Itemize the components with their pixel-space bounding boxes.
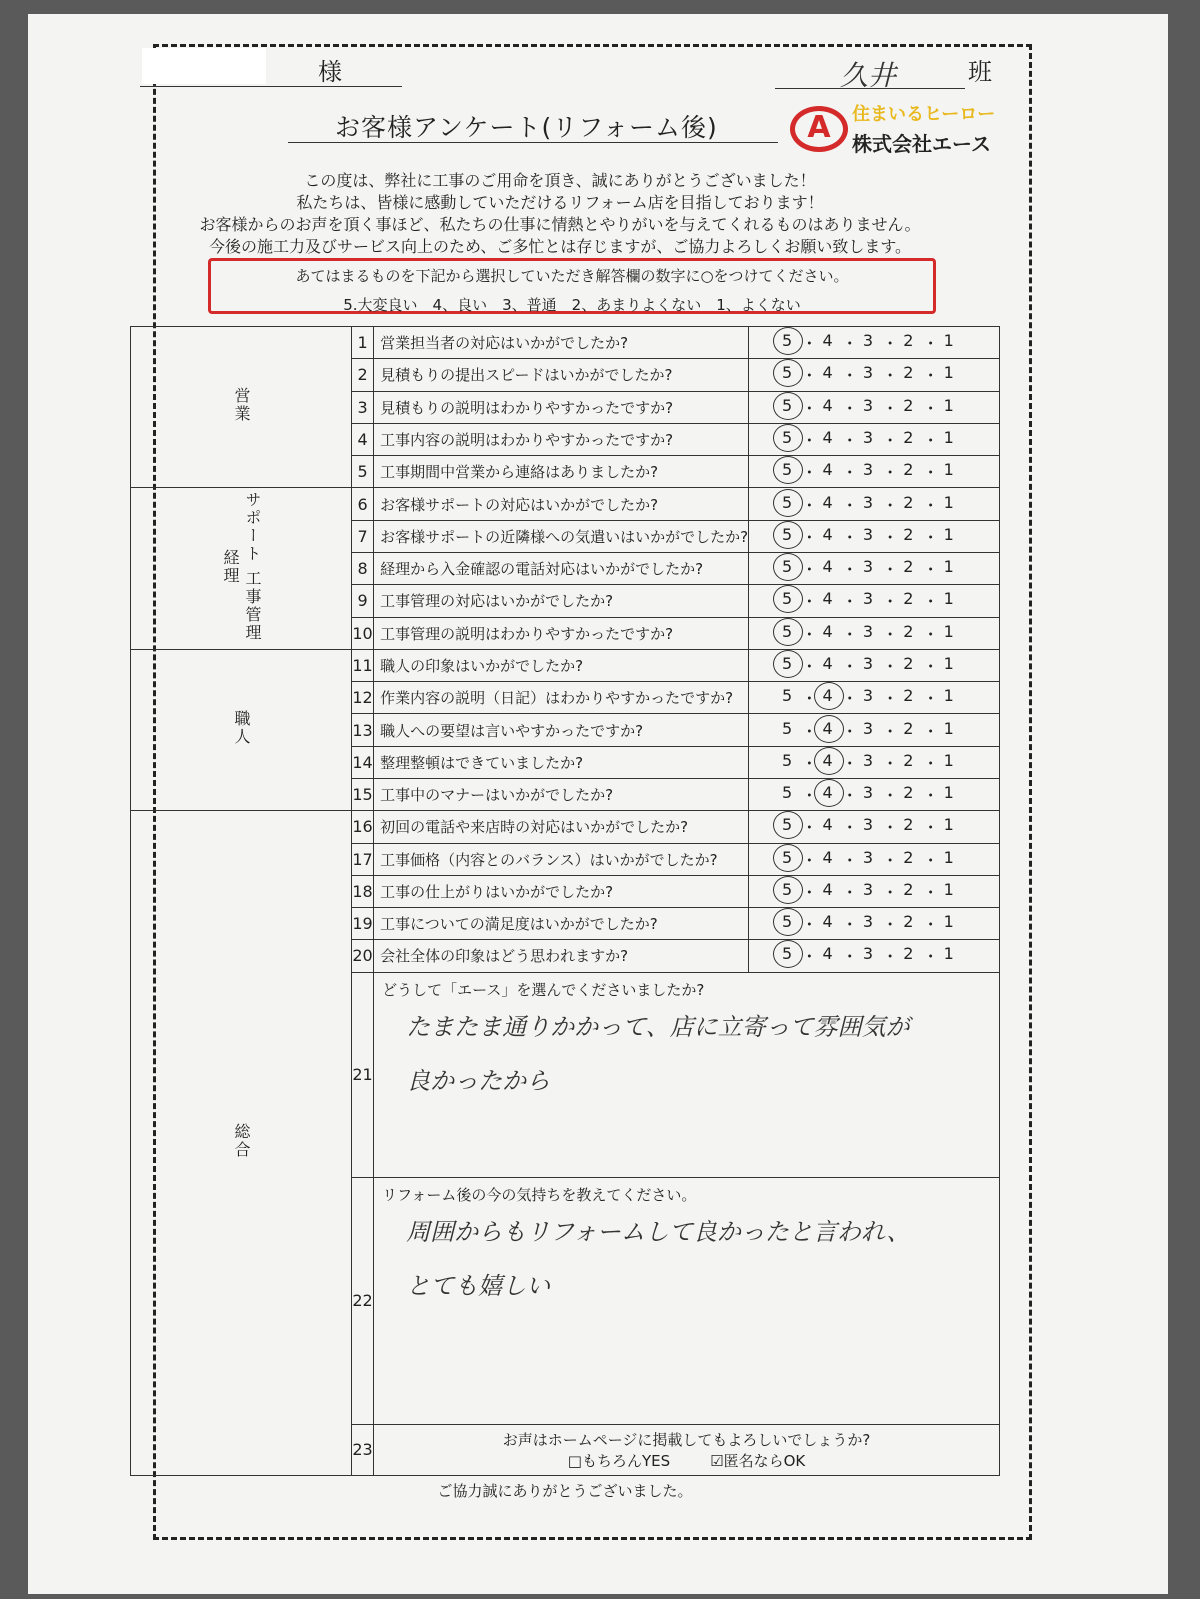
rating-cell [749,391,1000,423]
rating-option-2[interactable]: 2 [903,524,914,544]
rating-option-3[interactable]: 3 [862,783,874,803]
rating-option-2[interactable]: 2 [903,363,914,383]
separator-dot: ・ [801,560,818,580]
separator-dot: ・ [882,850,899,870]
separator-dot: ・ [922,818,939,838]
rating-cell [749,908,1000,940]
rating-option-4[interactable]: 4 [822,524,833,544]
question-text: 工事の仕上がりはいかがでしたか? [374,875,749,907]
separator-dot: ・ [882,882,899,902]
intro-line: この度は、弊社に工事のご用命を頂き、誠にありがとうございました！ [304,171,816,190]
separator-dot: ・ [922,527,939,547]
intro-line: 今後の施工力及びサービス向上のため、ご多忙とは存じますが、ご協力よろしくお願い致します。 [208,237,912,256]
question-number: 8 [352,552,374,584]
separator-dot: ・ [801,689,818,709]
table-row [131,488,1000,520]
category-label: サポート 工事管理 経理 [221,491,262,643]
separator-dot: ・ [882,527,899,547]
rating-option-3[interactable]: 3 [862,331,874,351]
rating-cell [749,423,1000,455]
separator-dot: ・ [882,560,899,580]
option-yes-label: もちろんYES [581,1451,671,1470]
team-name-handwritten: 久井 [840,59,897,92]
rating-option-5[interactable]: 5 [773,880,801,903]
separator-dot: ・ [922,850,939,870]
handwritten-answer-line: 良かったから [406,1066,551,1095]
question-number: 10 [352,617,374,649]
free-answer-cell[interactable] [374,1177,1000,1424]
handwritten-answer-line: 周囲からもリフォームして良かったと言われ、 [406,1217,911,1246]
question-text: 工事管理の対応はいかがでしたか? [374,585,749,617]
intro-text [150,170,970,258]
rating-option-4[interactable]: 4 [822,557,833,577]
rating-option-4[interactable]: 4 [822,879,833,899]
separator-dot: ・ [882,786,899,806]
separator-dot: ・ [841,430,858,450]
question-text: 経理から入金確認の電話対応はいかがでしたか? [374,552,749,584]
rating-option-5[interactable]: 5 [773,622,801,645]
category-craftsmen [131,649,352,810]
separator-dot: ・ [841,624,858,644]
separator-dot: ・ [841,786,858,806]
rating-option-4[interactable]: 4 [822,331,833,351]
separator-dot: ・ [922,689,939,709]
rating-cell [749,456,1000,488]
rating-option-5[interactable]: 5 [773,815,801,838]
separator-dot: ・ [841,463,858,483]
rating-option-3[interactable]: 3 [862,815,874,835]
rating-cell [749,811,1000,843]
rating-cell [749,552,1000,584]
company-logo [790,100,1000,160]
rating-option-1[interactable]: 1 [943,524,954,544]
handwritten-answer-line: たまたま通りかかって、店に立寄って雰囲気が [406,1012,910,1041]
intro-line: お客様からのお声を頂く事ほど、私たちの仕事に情熱とやりがいを与えてくれるものはありません。 [199,215,921,234]
separator-dot: ・ [801,915,818,935]
customer-name-line [140,86,402,87]
question-number: 4 [352,423,374,455]
rating-cell [749,778,1000,810]
question-number: 21 [352,972,374,1177]
rating-option-2[interactable]: 2 [903,395,914,415]
separator-dot: ・ [882,689,899,709]
separator-dot: ・ [922,334,939,354]
rating-option-5[interactable]: 5 [773,363,801,386]
separator-dot: ・ [922,366,939,386]
rating-option-3[interactable]: 3 [862,427,874,447]
category-label: 職人 [232,710,251,747]
rating-option-1[interactable]: 1 [943,653,954,673]
rating-option-5[interactable]: 5 [773,396,801,419]
rating-option-5[interactable]: 5 [773,525,801,548]
rating-option-5[interactable]: 5 [773,557,801,580]
separator-dot: ・ [841,947,858,967]
separator-dot: ・ [882,463,899,483]
rating-option-2[interactable]: 2 [903,331,914,351]
separator-dot: ・ [801,334,818,354]
team-label: 班 [968,58,992,86]
rating-option-5[interactable]: 5 [782,718,793,738]
free-question-label: リフォーム後の今の気持ちを教えてください。 [382,1185,697,1204]
rating-option-1[interactable]: 1 [943,589,954,609]
question-number: 14 [352,746,374,778]
question-number: 13 [352,714,374,746]
rating-cell [749,682,1000,714]
question-number: 16 [352,811,374,843]
rating-option-3[interactable]: 3 [862,653,874,673]
rating-option-2[interactable]: 2 [903,686,914,706]
rating-cell [749,714,1000,746]
logo-slogan: 住まいるヒーロー [852,104,996,125]
rating-option-2[interactable]: 2 [903,460,914,480]
separator-dot: ・ [841,527,858,547]
separator-dot: ・ [801,463,818,483]
rating-option-2[interactable]: 2 [903,653,914,673]
separator-dot: ・ [882,366,899,386]
question-text: 工事内容の説明はわかりやすかったですか? [374,423,749,455]
rating-option-5[interactable]: 5 [773,912,801,935]
separator-dot: ・ [801,592,818,612]
rating-option-3[interactable]: 3 [862,557,874,577]
rating-option-3[interactable]: 3 [862,944,874,964]
question-number: 17 [352,843,374,875]
rating-option-4[interactable]: 4 [822,621,833,641]
separator-dot: ・ [841,689,858,709]
question-text: 職人の印象はいかがでしたか? [374,649,749,681]
separator-dot: ・ [922,495,939,515]
separator-dot: ・ [841,656,858,676]
separator-dot: ・ [841,721,858,741]
question-number: 11 [352,649,374,681]
separator-dot: ・ [882,430,899,450]
question-number: 6 [352,488,374,520]
customer-suffix: 様 [318,58,342,86]
rating-option-1[interactable]: 1 [943,944,954,964]
publish-consent-cell [374,1424,1000,1475]
rating-option-5[interactable]: 5 [773,428,801,451]
separator-dot: ・ [841,495,858,515]
question-number: 18 [352,875,374,907]
rating-option-3[interactable]: 3 [862,879,874,899]
separator-dot: ・ [922,560,939,580]
page-title: お客様アンケート(リフォーム後) [335,113,718,142]
rating-option-2[interactable]: 2 [903,879,914,899]
separator-dot: ・ [841,882,858,902]
free-question-label: どうして「エース」を選んでくださいましたか? [382,980,705,999]
rating-option-2[interactable]: 2 [903,750,914,770]
rating-option-4[interactable]: 4 [822,492,833,512]
rating-option-5[interactable]: 5 [773,493,801,516]
separator-dot: ・ [801,818,818,838]
rating-option-3[interactable]: 3 [862,589,874,609]
table-row [131,327,1000,359]
rating-option-1[interactable]: 1 [943,847,954,867]
separator-dot: ・ [922,398,939,418]
rating-cell [749,520,1000,552]
question-text: 営業担当者の対応はいかがでしたか? [374,327,749,359]
rating-cell [749,327,1000,359]
separator-dot: ・ [841,366,858,386]
rating-cell [749,649,1000,681]
separator-dot: ・ [801,495,818,515]
question-text: 整理整頓はできていましたか? [374,746,749,778]
category-label: 営業 [232,387,251,424]
rating-cell [749,617,1000,649]
separator-dot: ・ [922,915,939,935]
rating-option-1[interactable]: 1 [943,427,954,447]
publish-question: お声はホームページに掲載してもよろしいでしょうか? [502,1430,871,1449]
question-number: 22 [352,1177,374,1424]
rating-option-2[interactable]: 2 [903,621,914,641]
question-text: 作業内容の説明（日記）はわかりやすかったですか? [374,682,749,714]
rating-option-3[interactable]: 3 [862,460,874,480]
rating-option-4[interactable]: 4 [822,589,833,609]
rating-option-4[interactable]: 4 [814,751,842,774]
separator-dot: ・ [882,656,899,676]
question-number: 20 [352,940,374,972]
question-number: 1 [352,327,374,359]
question-text: お客様サポートの近隣様への気遣いはいかがでしたか? [374,520,749,552]
rating-option-2[interactable]: 2 [903,944,914,964]
rating-option-5[interactable]: 5 [773,460,801,483]
separator-dot: ・ [922,882,939,902]
separator-dot: ・ [922,592,939,612]
rating-cell [749,843,1000,875]
separator-dot: ・ [801,527,818,547]
question-number: 19 [352,908,374,940]
separator-dot: ・ [801,430,818,450]
separator-dot: ・ [801,786,818,806]
separator-dot: ・ [801,721,818,741]
separator-dot: ・ [801,398,818,418]
question-number: 3 [352,391,374,423]
separator-dot: ・ [922,624,939,644]
separator-dot: ・ [882,915,899,935]
separator-dot: ・ [841,818,858,838]
rating-option-1[interactable]: 1 [943,815,954,835]
rating-cell [749,359,1000,391]
separator-dot: ・ [882,753,899,773]
separator-dot: ・ [841,850,858,870]
rating-option-1[interactable]: 1 [943,492,954,512]
rating-option-1[interactable]: 1 [943,363,954,383]
category-overall [131,811,352,1476]
question-text: 工事についての満足度はいかがでしたか? [374,908,749,940]
separator-dot: ・ [841,592,858,612]
question-text: 初回の電話や来店時の対応はいかがでしたか? [374,811,749,843]
rating-option-4[interactable]: 4 [814,719,842,742]
rating-option-2[interactable]: 2 [903,492,914,512]
rating-option-4[interactable]: 4 [822,460,833,480]
separator-dot: ・ [922,656,939,676]
title-underline [288,142,778,143]
question-text: 見積もりの提出スピードはいかがでしたか? [374,359,749,391]
rating-option-5[interactable]: 5 [782,750,793,770]
separator-dot: ・ [801,366,818,386]
rating-option-1[interactable]: 1 [943,718,954,738]
separator-dot: ・ [922,753,939,773]
rating-option-2[interactable]: 2 [903,557,914,577]
rating-option-5[interactable]: 5 [773,944,801,967]
rating-option-4[interactable]: 4 [822,427,833,447]
rating-option-4[interactable]: 4 [822,395,833,415]
rating-option-1[interactable]: 1 [943,557,954,577]
question-number: 7 [352,520,374,552]
question-text: 見積もりの説明はわかりやすかったですか? [374,391,749,423]
question-text: 工事中のマナーはいかがでしたか? [374,778,749,810]
question-text: 工事管理の説明はわかりやすかったですか? [374,617,749,649]
separator-dot: ・ [882,624,899,644]
separator-dot: ・ [922,721,939,741]
option-anonymous-label: 匿名ならOK [723,1451,806,1470]
instruction-banner [208,258,936,314]
separator-dot: ・ [841,560,858,580]
question-number: 2 [352,359,374,391]
rating-option-3[interactable]: 3 [862,492,874,512]
rating-option-4[interactable]: 4 [822,944,833,964]
logo-company-name: 株式会社エース [852,132,991,156]
question-number: 23 [352,1424,374,1475]
question-number: 5 [352,456,374,488]
instruction-line: あてはまるものを下記から選択していただき解答欄の数字に○をつけてください。 [295,267,849,285]
question-text: お客様サポートの対応はいかがでしたか? [374,488,749,520]
question-number: 15 [352,778,374,810]
rating-option-3[interactable]: 3 [862,912,874,932]
separator-dot: ・ [882,334,899,354]
rating-option-5[interactable]: 5 [773,848,801,871]
rating-option-2[interactable]: 2 [903,815,914,835]
separator-dot: ・ [801,850,818,870]
rating-option-3[interactable]: 3 [862,686,874,706]
rating-option-3[interactable]: 3 [862,847,874,867]
question-text: 工事価格（内容とのバランス）はいかがでしたか? [374,843,749,875]
separator-dot: ・ [841,915,858,935]
rating-option-3[interactable]: 3 [862,395,874,415]
rating-option-1[interactable]: 1 [943,331,954,351]
rating-option-2[interactable]: 2 [903,718,914,738]
rating-option-1[interactable]: 1 [943,686,954,706]
category-label: 総合 [232,1123,251,1160]
rating-cell [749,585,1000,617]
separator-dot: ・ [882,818,899,838]
rating-option-3[interactable]: 3 [862,363,874,383]
rating-option-2[interactable]: 2 [903,912,914,932]
rating-option-4[interactable]: 4 [822,815,833,835]
redacted-customer-name [142,48,266,84]
separator-dot: ・ [801,947,818,967]
separator-dot: ・ [922,463,939,483]
question-text: 工事期間中営業から連絡はありましたか? [374,456,749,488]
rating-option-5[interactable]: 5 [782,783,793,803]
rating-option-3[interactable]: 3 [862,718,874,738]
handwritten-answer-line: とても嬉しい [406,1271,551,1300]
table-row [131,649,1000,681]
question-text: 会社全体の印象はどう思われますか? [374,940,749,972]
separator-dot: ・ [841,398,858,418]
rating-option-2[interactable]: 2 [903,783,914,803]
rating-option-4[interactable]: 4 [822,653,833,673]
rating-cell [749,940,1000,972]
separator-dot: ・ [841,753,858,773]
rating-option-3[interactable]: 3 [862,750,874,770]
separator-dot: ・ [882,592,899,612]
question-number: 9 [352,585,374,617]
checkbox-anonymous[interactable]: ☑ [710,1451,724,1470]
rating-option-2[interactable]: 2 [903,847,914,867]
rating-option-5[interactable]: 5 [773,654,801,677]
separator-dot: ・ [801,656,818,676]
rating-option-4[interactable]: 4 [814,686,842,709]
separator-dot: ・ [882,495,899,515]
rating-option-4[interactable]: 4 [822,847,833,867]
category-sales [131,327,352,488]
team-name-line [775,88,965,89]
rating-option-1[interactable]: 1 [943,912,954,932]
separator-dot: ・ [922,947,939,967]
rating-option-5[interactable]: 5 [773,331,801,354]
separator-dot: ・ [841,334,858,354]
rating-option-4[interactable]: 4 [822,363,833,383]
category-support [131,488,352,649]
rating-cell [749,488,1000,520]
rating-option-1[interactable]: 1 [943,783,954,803]
rating-legend: 5.大変良い 4、良い 3、普通 2、あまりよくない 1、よくない [343,296,801,314]
survey-table [130,326,1000,1476]
rating-option-1[interactable]: 1 [943,460,954,480]
rating-option-1[interactable]: 1 [943,621,954,641]
rating-option-2[interactable]: 2 [903,427,914,447]
rating-option-1[interactable]: 1 [943,879,954,899]
separator-dot: ・ [801,882,818,902]
rating-cell [749,746,1000,778]
rating-option-1[interactable]: 1 [943,395,954,415]
rating-option-3[interactable]: 3 [862,524,874,544]
separator-dot: ・ [882,947,899,967]
question-number: 12 [352,682,374,714]
separator-dot: ・ [882,721,899,741]
footer-thanks: ご協力誠にありがとうございました。 [437,1482,693,1500]
logo-mark-icon: A [790,106,848,152]
question-text: 職人への要望は言いやすかったですか? [374,714,749,746]
rating-option-1[interactable]: 1 [943,750,954,770]
separator-dot: ・ [882,398,899,418]
rating-option-5[interactable]: 5 [782,686,793,706]
separator-dot: ・ [922,786,939,806]
checkbox-yes[interactable]: □ [567,1451,582,1470]
free-answer-cell[interactable] [374,972,1000,1177]
rating-option-4[interactable]: 4 [814,783,842,806]
separator-dot: ・ [922,430,939,450]
intro-line: 私たちは、皆様に感動していただけるリフォーム店を目指しております！ [296,193,824,212]
separator-dot: ・ [801,753,818,773]
rating-option-3[interactable]: 3 [862,621,874,641]
separator-dot: ・ [801,624,818,644]
rating-option-4[interactable]: 4 [822,912,833,932]
table-row [131,811,1000,843]
rating-cell [749,875,1000,907]
rating-option-2[interactable]: 2 [903,589,914,609]
rating-option-5[interactable]: 5 [773,589,801,612]
